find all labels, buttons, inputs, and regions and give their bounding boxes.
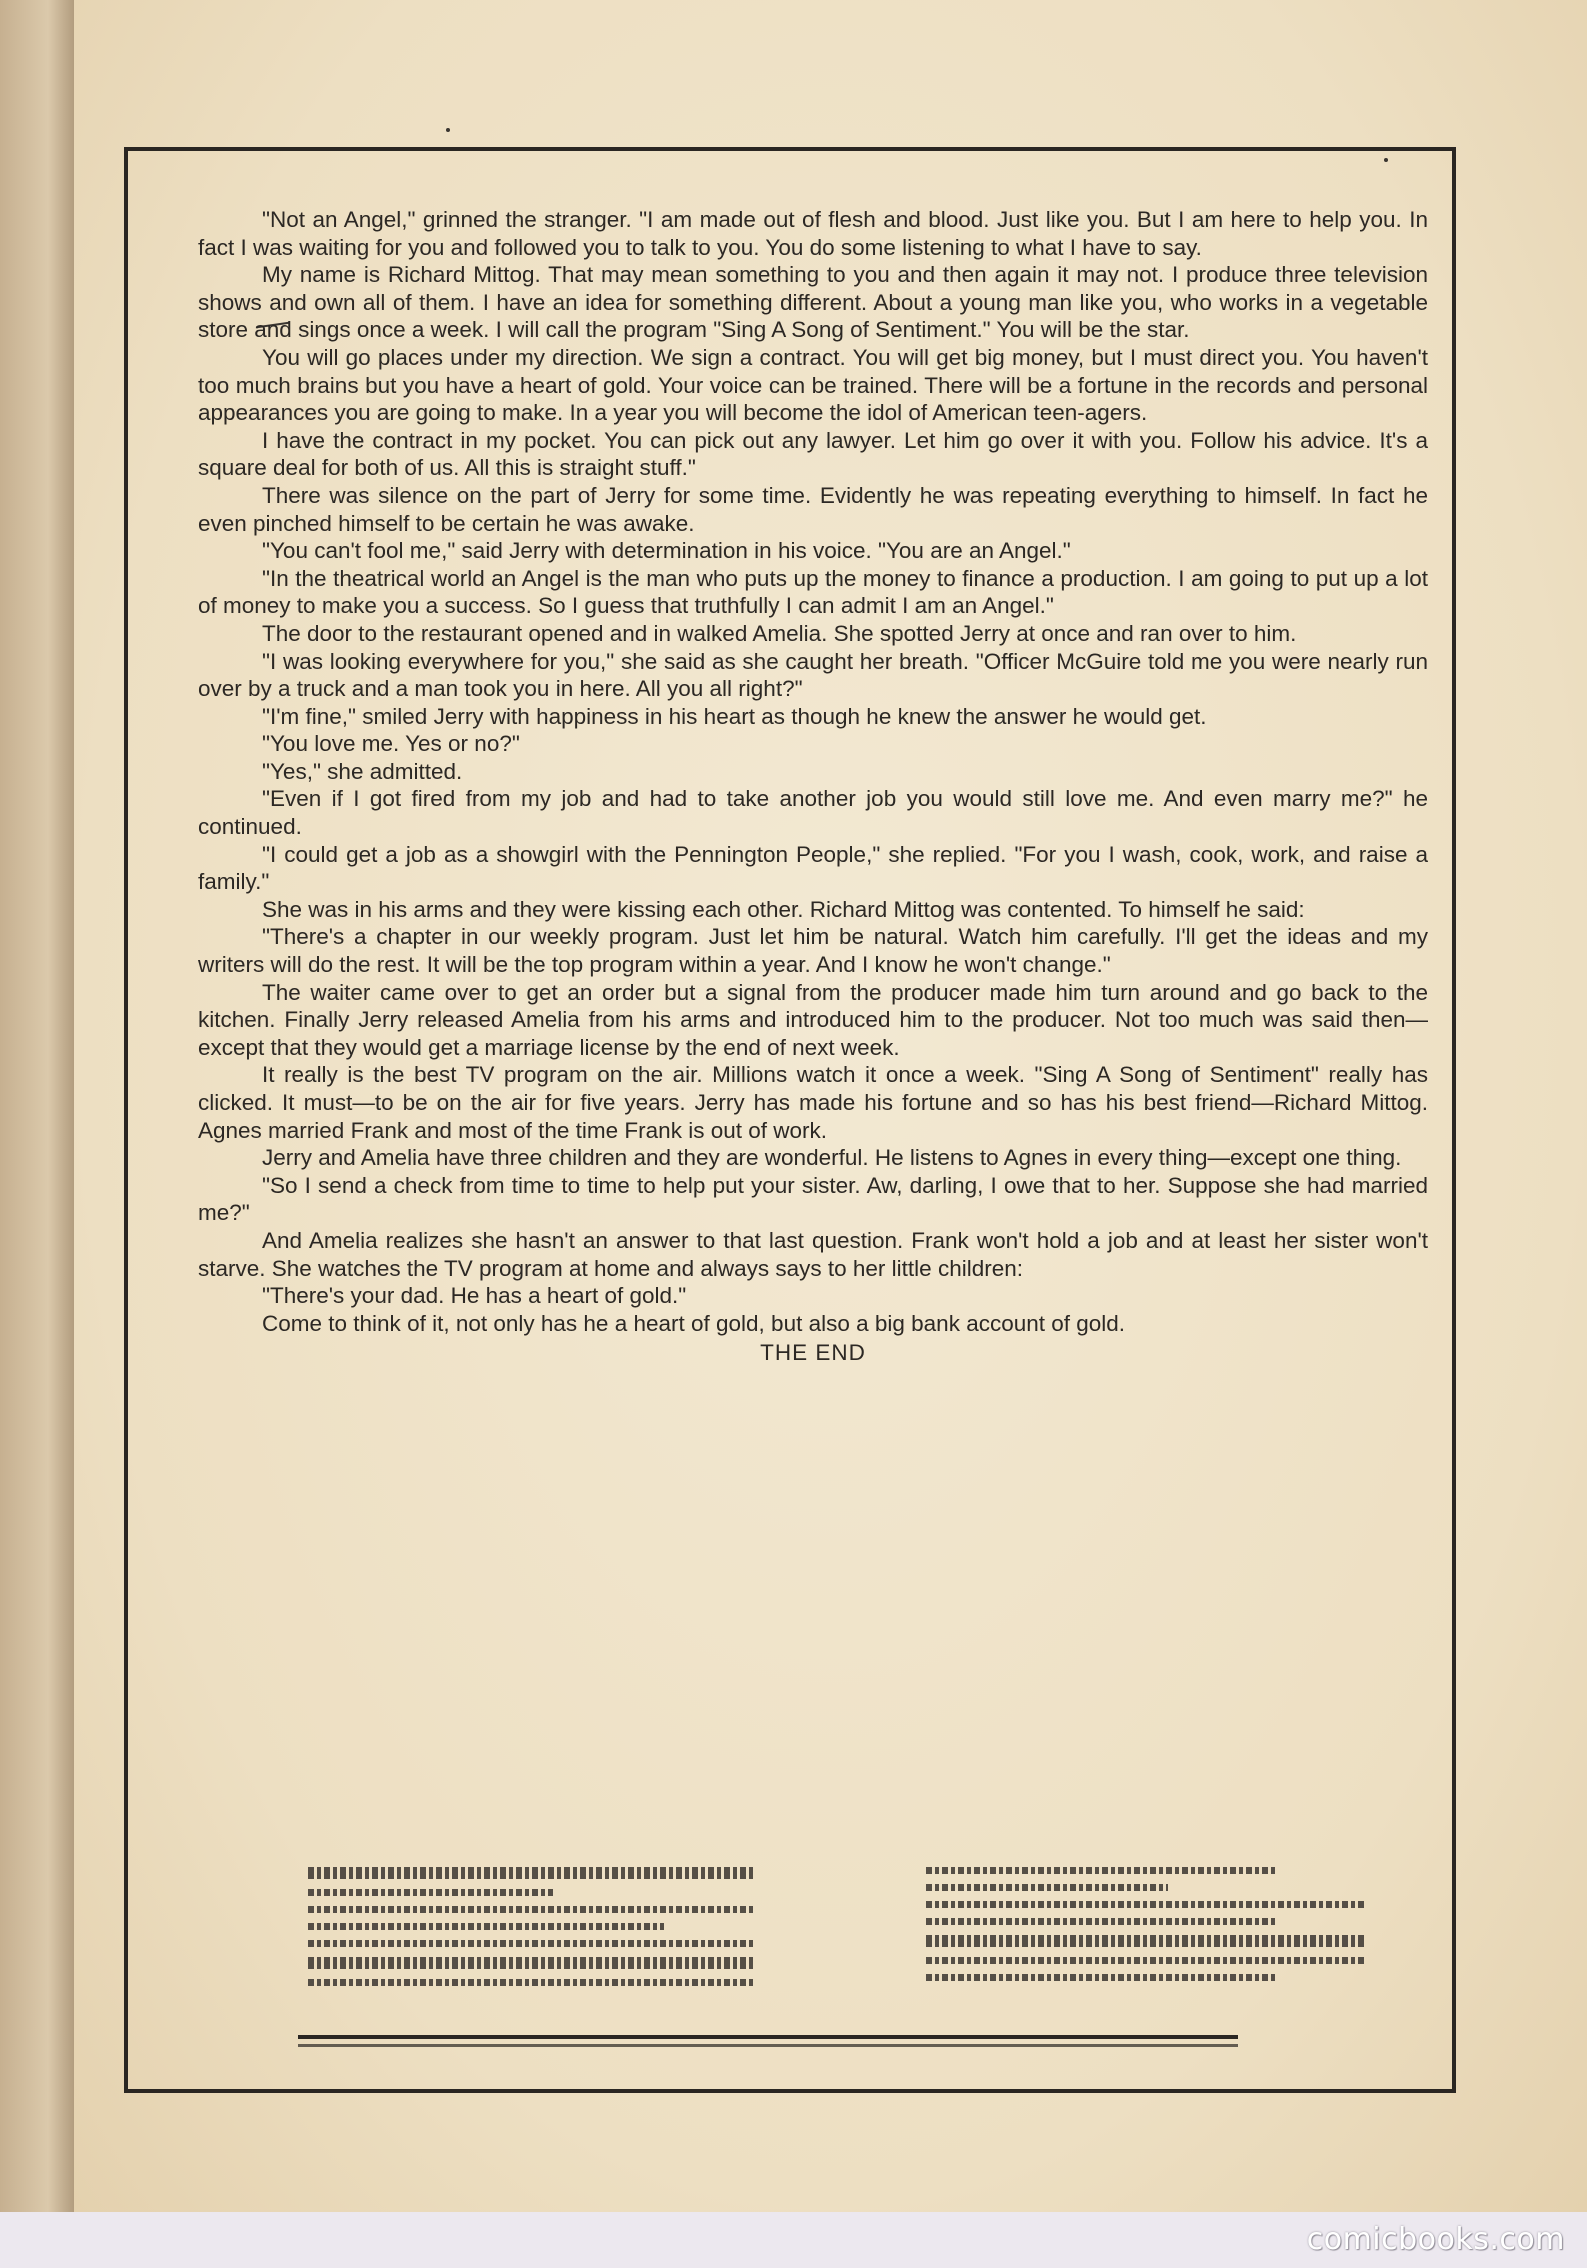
ink-speck <box>446 128 450 132</box>
paragraph: "There's a chapter in our weekly program. Just let him be natural. Watch him carefully. I'll get the ideas and my writers will do the rest. It will be the top program within a year. And I know he won't change." <box>198 924 1428 978</box>
paragraph: The waiter came over to get an order but a signal from the producer made him turn around and go back to the kitchen. Finally Jerry released Amelia from his arms and introduced him to the producer. Not too much was said then—except that they would get a marriage license by the end of next week. <box>198 979 1428 1060</box>
paragraph: "There's your dad. He has a heart of gold." <box>262 1283 687 1309</box>
site-watermark: comicbooks.com <box>1306 2222 1565 2257</box>
paragraph: "Not an Angel," grinned the stranger. "I am made out of flesh and blood. Just like you. But I am here to help you. In fact I was waiting for you and followed you to talk to you. You do some listening to what I have to say. <box>198 207 1428 260</box>
paragraph: I have the contract in my pocket. You can pick out any lawyer. Let him go over it with you. Follow his advice. It's a square deal for both of us. All this is straight stuff." <box>198 427 1428 481</box>
paragraph: My name is Richard Mittog. That may mean something to you and then again it may not. I produce three television shows and own all of them. I have an idea for something different. About a young man like you, who works in a vegetable store and sings once a week. I will call the program "Sing A Song of Sentiment." You will be the star. <box>198 262 1428 343</box>
illegible-ad-block <box>298 1867 1368 2042</box>
ink-speck <box>1384 158 1388 162</box>
paragraph: "In the theatrical world an Angel is the man who puts up the money to finance a production. I am going to put up a lot of money to make you a success. So I guess that truthfully I can admit I am an Angel." <box>198 565 1428 619</box>
paragraph: "I could get a job as a showgirl with the Pennington People," she replied. "For you I wash, cook, work, and raise a family." <box>198 841 1428 895</box>
paragraph: She was in his arms and they were kissing each other. Richard Mittog was contented. To himself he said: <box>262 896 1305 922</box>
paragraph: "I'm fine," smiled Jerry with happiness in his heart as though he knew the answer he would get. <box>262 703 1207 729</box>
magazine-spine <box>0 0 80 2268</box>
story-body <box>198 206 1428 1367</box>
ad-bottom-rule <box>298 2035 1238 2039</box>
paragraph: There was silence on the part of Jerry for some time. Evidently he was repeating everything to himself. In fact he even pinched himself to be certain he was awake. <box>198 482 1428 536</box>
paragraph: It really is the best TV program on the air. Millions watch it once a week. "Sing A Song of Sentiment" really has clicked. It must—to be on the air for five years. Jerry has made his fortune and so has his best friend—Richard Mittog. Agnes married Frank and most of the time Frank is out of work. <box>198 1062 1428 1143</box>
paragraph: "You love me. Yes or no?" <box>262 731 520 757</box>
the-end-label: THE END <box>760 1340 866 1366</box>
paragraph: "So I send a check from time to time to help put your sister. Aw, darling, I owe that to her. Suppose she had married me?" <box>198 1172 1428 1226</box>
paragraph: "Yes," she admitted. <box>262 758 463 784</box>
paragraph: Come to think of it, not only has he a heart of gold, but also a big bank account of gold. <box>262 1310 1126 1336</box>
paragraph: "Even if I got fired from my job and had to take another job you would still love me. And even marry me?" he continued. <box>198 786 1428 840</box>
paragraph: You will go places under my direction. We sign a contract. You will get big money, but I must direct you. You haven't too much brains but you have a heart of gold. Your voice can be trained. There will be a fortune in the records and personal appearances you are going to make. In a year you will become the idol of American teen-agers. <box>198 344 1428 426</box>
magazine-page <box>74 0 1587 2212</box>
ad-column-right <box>926 1867 1366 2032</box>
paragraph: "You can't fool me," said Jerry with determination in his voice. "You are an Angel." <box>262 538 1071 564</box>
paragraph: And Amelia realizes she hasn't an answer to that last question. Frank won't hold a job and at least her sister won't starve. She watches the TV program at home and always says to her little children: <box>198 1227 1428 1281</box>
ad-bottom-rule-secondary <box>298 2044 1238 2047</box>
paragraph: Jerry and Amelia have three children and they are wonderful. He listens to Agnes in every thing—except one thing. <box>262 1145 1402 1171</box>
paragraph: "I was looking everywhere for you," she said as she caught her breath. "Officer McGuire told me you were nearly run over by a truck and a man took you in here. All you all right?" <box>198 648 1428 702</box>
paragraph: The door to the restaurant opened and in walked Amelia. She spotted Jerry at once and ran over to him. <box>262 620 1297 646</box>
story-text-frame <box>124 147 1456 2093</box>
ad-column-left <box>308 1867 753 2032</box>
